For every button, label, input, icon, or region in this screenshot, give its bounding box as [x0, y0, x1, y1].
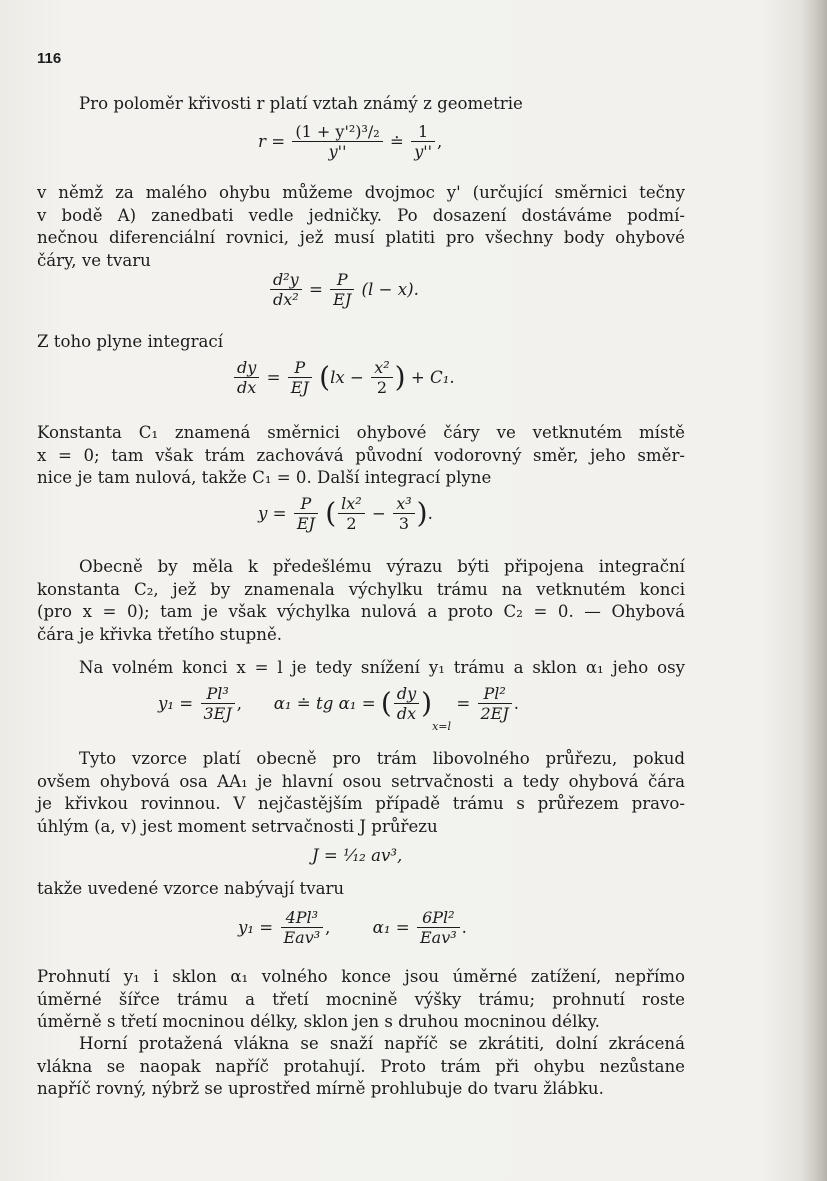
page-number: 116 — [37, 50, 62, 67]
paragraph-rectangular-section: Tyto vzorce platí obecně pro trám libovolného průřezu, pokud ovšem ohybová osa AA₁ je hlavní osou setrvačnosti a tedy ohybová čára je křivkou rovinnou. V nejčastějším případě trámu s průřezem pravo- úhlým (a, v) jest moment setrvačnosti J průřezu — [37, 749, 685, 836]
paragraph-fibers: Horní protažená vlákna se snaží napříč se zkrátiti, dolní zkrácená vlákna se naopak napříč protahují. Proto trám při ohybu nezůstane napříč rovný, nýbrž se uprostřed mírně prohlubuje do tvaru žlábku. — [37, 1034, 685, 1098]
paragraph-formulas-become: takže uvedené vzorce nabývají tvaru — [37, 879, 345, 898]
equation-moment-of-inertia: J = ¹⁄₁₂ av³, — [312, 846, 403, 865]
paragraph-radius-intro: Pro poloměr křivosti r platí vztah známý z geometrie — [79, 94, 523, 113]
equation-curvature-radius: r = $\frac{\text{(1 + y'²)³/₂}}{y''}$ ≐ $\frac{1}{y''}$ , — [258, 122, 443, 161]
equation-rectangular-results: y₁ = $\frac{\text{4Pl³}}{\text{Eav³}}$ , α₁ = $\frac{\text{6Pl²}}{\text{Eav³}}$ . — [238, 908, 467, 947]
paragraph-free-end: Na volném konci x = l je tedy snížení y₁ trámu a sklon α₁ jeho osy — [79, 658, 685, 677]
paragraph-integration: Z toho plyne integrací — [37, 332, 224, 351]
equation-deflection-slope: y₁ = $\frac{\text{Pl³}}{3EJ}$ , α₁ ≐ tg α₁ = ( $\frac{dy}{dx}$ )x=l = $\frac{\text{Pl²}}{2EJ}$ . — [158, 684, 520, 733]
paragraph-constant-c2: Obecně by měla k předešlému výrazu býti připojena integrační konstanta C₂, jež by znamenala výchylku trámu na vetknutém konci (pro x = 0); tam je však výchylka nulová a proto C₂ = 0. — Ohybová čára je křivka třetího stupně. — [37, 557, 685, 644]
equation-first-integral: $\frac{dy}{dx}$ = $\frac{P}{EJ}$ (lx − $\frac{\text{x²}}{2}$ ) + C₁. — [232, 358, 455, 397]
equation-second-derivative: $\frac{\text{d²y}}{\text{dx²}}$ = $\frac{P}{EJ}$ (l − x). — [268, 270, 419, 309]
equation-deflection-curve: y = $\frac{P}{EJ}$ ( $\frac{\text{lx²}}{2}$ − $\frac{\text{x³}}{3}$ ). — [258, 494, 433, 533]
page-edge-shadow — [801, 0, 827, 1181]
paragraph-proportionality: Prohnutí y₁ i sklon α₁ volného konce jsou úměrné zatížení, nepřímo úměrné šířce trámu a třetí mocnině výšky trámu; prohnutí roste úměrně s třetí mocninou délky, sklon jen s druhou mocninou délky. — [37, 967, 685, 1031]
paragraph-constant-c1: Konstanta C₁ znamená směrnici ohybové čáry ve vetknutém místě x = 0; tam však trám zachovává původní vodorovný směr, jeho směr- nice je tam nulová, takže C₁ = 0. Další integrací plyne — [37, 423, 685, 487]
paragraph-differential-eq: v němž za malého ohybu můžeme dvojmoc y' (určující směrnici tečny v bodě A) zanedbati vedle jedničky. Po dosazení dostáváme podmí- nečnou diferenciální rovnici, jež musí platiti pro všechny body ohybové čáry, ve tvaru — [37, 183, 685, 270]
